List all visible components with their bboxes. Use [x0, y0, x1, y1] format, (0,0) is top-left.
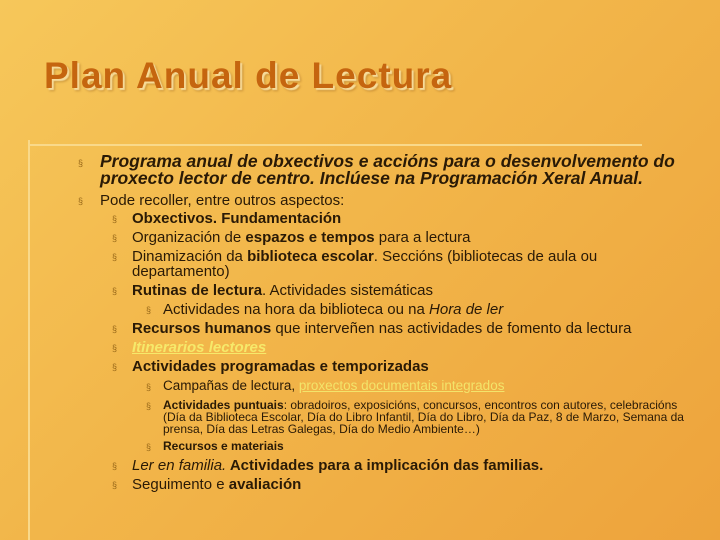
list-item [48, 458, 698, 473]
bullet-icon: § [146, 442, 152, 452]
item-text: Programa anual de obxectivos e accións para o desenvolvemento do proxecto lector de centro. Inclúese na Programación Xeral Anual. [100, 151, 675, 188]
item-text-bold: Actividades para a implicación das familias. [226, 457, 544, 474]
list-item [48, 340, 698, 355]
item-text: que interveñen nas actividades de fomento da lectura [271, 320, 632, 337]
bullet-icon: § [78, 196, 84, 206]
list-item [48, 153, 698, 187]
slide-title: Plan Anual de Lectura [44, 55, 453, 96]
proxectos-documentais-link[interactable]: proxectos documentais integrados [298, 378, 505, 393]
bullet-icon: § [112, 324, 118, 334]
bullet-icon: § [146, 401, 152, 411]
bullet-icon: § [112, 233, 118, 243]
item-text-bold: biblioteca escolar [247, 248, 374, 265]
item-text-bold: Recursos humanos [132, 320, 272, 337]
item-text-italic: Hora de ler [429, 301, 504, 318]
list-item [48, 379, 698, 393]
item-text: Pode recoller, entre outros aspectos: [100, 192, 345, 209]
itinerarios-lectores-link[interactable]: Itinerarios lectores [132, 339, 267, 356]
list-item [48, 302, 698, 317]
list-item [48, 249, 698, 279]
item-text: Seguimento e [132, 476, 229, 493]
item-text-bold: Rutinas de lectura [132, 282, 263, 299]
list-item [48, 321, 698, 336]
bullet-icon: § [112, 214, 118, 224]
title-divider [28, 144, 642, 146]
list-item [48, 193, 698, 208]
list-item [48, 211, 698, 226]
item-text-bold: espazos e tempos [245, 229, 375, 246]
list-item [48, 399, 698, 435]
bullet-icon: § [112, 480, 118, 490]
bullet-icon: § [146, 382, 152, 392]
item-text: para a lectura [374, 229, 471, 246]
bullet-icon: § [78, 158, 84, 168]
list-item [48, 477, 698, 492]
item-text: Campañas de lectura, [163, 378, 299, 393]
list-item [48, 359, 698, 374]
bullet-icon: § [146, 305, 152, 315]
item-text-bold: Actividades puntuais [163, 398, 284, 412]
item-text: Dinamización da [132, 248, 248, 265]
item-text-italic: Ler en familia. [132, 457, 227, 474]
list-item [48, 440, 698, 452]
item-text: Actividades na hora da biblioteca ou na [163, 301, 430, 318]
item-text: . Actividades sistemáticas [262, 282, 433, 299]
list-item [48, 283, 698, 298]
slide-body [48, 150, 698, 492]
item-text: Organización de [132, 229, 246, 246]
bullet-icon: § [112, 461, 118, 471]
bullet-icon: § [112, 252, 118, 262]
bullet-icon: § [112, 362, 118, 372]
bullet-icon: § [112, 286, 118, 296]
bullet-icon: § [112, 343, 118, 353]
left-divider [28, 140, 30, 540]
item-text: : obradoiros, exposicións, concursos, encontros con autores, celebracións (Día da Biblioteca Escolar, Día do Libro Infantil, Día do Libro, Día da Paz, 8 de Marzo, Semana da prensa, Día das Letras Galegas, Día do Medio Ambiente…) [163, 398, 684, 436]
list-item [48, 230, 698, 245]
item-text-bold: avaliación [228, 476, 302, 493]
item-text-bold: Actividades programadas e temporizadas [132, 358, 429, 375]
item-text-bold: Recursos e materiais [163, 439, 284, 453]
item-text: Obxectivos. Fundamentación [132, 210, 342, 227]
item-text: . Seccións (bibliotecas de aula ou departamento) [132, 248, 598, 280]
